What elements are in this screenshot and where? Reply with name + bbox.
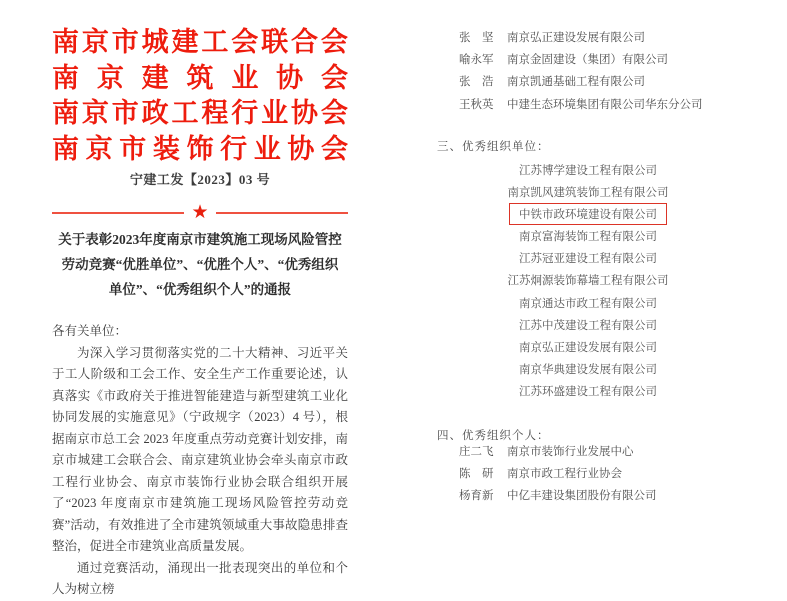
winner-company: 中建生态环境集团有限公司华东分公司 <box>507 98 703 111</box>
star-icon: ★ <box>191 202 209 223</box>
company-list-item <box>437 247 739 269</box>
notice-title-line: 单位”、“优秀组织个人”的通报 <box>108 282 292 297</box>
divider-line-left <box>52 212 184 214</box>
company-name: 南京华典建设发展有限公司 <box>519 363 657 376</box>
winner-row <box>437 49 761 71</box>
company-name: 江苏中茂建设工程有限公司 <box>519 319 657 332</box>
person-name: 陈 研 <box>459 468 494 481</box>
notice-title <box>52 227 348 302</box>
company-name: 南京富海装饰工程有限公司 <box>519 231 657 244</box>
winner-row <box>437 71 761 93</box>
company-name: 江苏博学建设工程有限公司 <box>519 165 657 177</box>
salutation: 各有关单位： <box>52 324 128 338</box>
red-divider-with-star <box>52 203 348 223</box>
organization-name-line: 南 京 市 城 建 工 会 联 合 会 <box>52 27 348 57</box>
section-heading-excellent-organization-individuals: 四、优秀组织个人： <box>437 430 550 442</box>
winner-row <box>437 94 761 116</box>
body-paragraph: 通过竞赛活动，涌现出一批表现突出的单位和个人为树立榜 <box>52 560 348 596</box>
document-reference-number: 宁建工发【2023】03 号 <box>129 172 271 187</box>
company-list-item <box>437 181 739 203</box>
body-paragraph: 为深入学习贯彻落实党的二十大精神、习近平关于工人阶级和工会工作、安全生产工作重要论述，认真落实《市政府关于推进智能建造与新型建筑工业化协同发展的实施意见》（宁政规字（2023）4 号），根据南京市总工会 2023 年度重点劳动竞赛计划安排，南京市城建工会联合会、南京建筑业协会牵头南京市政工程行业协会、南京市装饰行业协会联合组织开展了“2023 年度南京市建筑施工现场风险管控劳动竞赛”活动，有效推进了全市建筑领域重大事故隐患排查整治，促进全市建筑业高质量发展。 <box>52 345 348 553</box>
issuing-organizations-header <box>52 25 348 167</box>
company-list-item <box>437 314 739 336</box>
person-company: 南京市政工程行业协会 <box>507 468 622 481</box>
company-name: 江苏环盛建设工程有限公司 <box>519 385 657 398</box>
winner-company: 南京弘正建设发展有限公司 <box>507 32 645 44</box>
company-name: 江苏炯源装饰幕墙工程有限公司 <box>507 275 669 288</box>
winner-row <box>437 27 761 49</box>
winner-company: 南京凯通基础工程有限公司 <box>507 76 645 89</box>
winner-name: 张 坚 <box>459 32 494 44</box>
company-list-item <box>437 358 739 380</box>
organization-name-line: 南 京 建 筑 业 协 会 <box>52 62 348 93</box>
person-name: 庄二飞 <box>459 446 494 458</box>
winner-name: 张 浩 <box>459 76 494 89</box>
company-list-item <box>437 292 739 314</box>
company-list-item <box>437 159 739 181</box>
company-name: 南京弘正建设发展有限公司 <box>519 341 657 354</box>
company-list-item <box>437 203 739 225</box>
excellent-organization-individuals-list <box>437 441 761 508</box>
winner-company: 南京金固建设（集团）有限公司 <box>507 54 668 67</box>
section-heading-excellent-organization-units: 三、优秀组织单位： <box>437 141 550 153</box>
company-list-item <box>437 336 739 358</box>
notice-body <box>52 321 348 601</box>
company-name: 南京凯风建筑装饰工程有限公司 <box>507 187 669 200</box>
person-row <box>437 441 761 463</box>
person-name: 杨育新 <box>459 490 494 503</box>
organization-name-line: 南 京 市 装 饰 行 业 协 会 <box>52 133 348 164</box>
organization-name-line: 南 京 市 政 工 程 行 业 协 会 <box>52 98 348 128</box>
notice-title-line: 劳动竞赛“优胜单位”、“优胜个人”、“优秀组织 <box>61 257 339 272</box>
company-list-item <box>437 380 739 402</box>
person-company: 中亿丰建设集团股份有限公司 <box>507 490 657 503</box>
company-name: 中铁市政环境建设有限公司 <box>509 203 667 225</box>
company-list-item <box>437 225 739 247</box>
person-row <box>437 485 761 507</box>
winning-individuals-list <box>437 27 761 116</box>
winner-name: 喻永军 <box>459 54 494 67</box>
page-left <box>52 0 348 596</box>
divider-line-right <box>216 212 348 214</box>
winner-name: 王秋英 <box>459 98 494 111</box>
company-name: 江苏冠亚建设工程有限公司 <box>519 253 657 266</box>
company-list-item <box>437 269 739 291</box>
company-name: 南京通达市政工程有限公司 <box>519 297 657 310</box>
notice-title-line: 关于表彰2023年度南京市建筑施工现场风险管控 <box>58 232 342 247</box>
page-right <box>437 0 761 524</box>
body-paragraphs <box>52 343 348 601</box>
person-company: 南京市装饰行业发展中心 <box>507 446 634 458</box>
excellent-organization-units-list <box>437 159 739 402</box>
person-row <box>437 463 761 485</box>
